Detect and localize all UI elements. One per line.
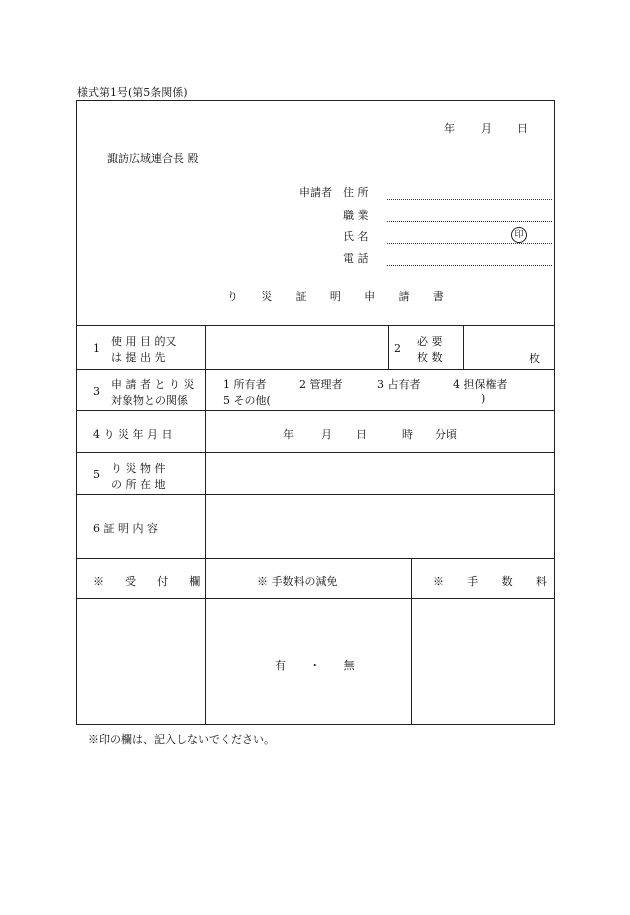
purpose-label-2: は 提 出 先 <box>111 351 166 364</box>
relation-option-mortgagee[interactable]: 4 担保権者 <box>453 378 508 391</box>
name-label: 氏 名 <box>343 230 369 243</box>
purpose-label-1: 使 用 目 的又 <box>111 335 177 348</box>
occupation-field[interactable] <box>387 221 552 222</box>
fee-exemption-yes-no: 有 ・ 無 <box>275 659 365 672</box>
content-label: 6 証 明 内 容 <box>93 522 158 535</box>
relation-label-1: 申 請 者 と り 災 <box>111 378 195 391</box>
date-year: 年 <box>444 122 455 135</box>
date-month: 月 <box>481 122 492 135</box>
address-field[interactable] <box>387 199 552 200</box>
application-form <box>76 100 555 725</box>
disaster-date-hour: 時 <box>402 428 413 441</box>
fee-header: ※ 手 数 料 <box>433 575 557 588</box>
reception-header: ※ 受 付 欄 <box>93 575 210 588</box>
form-number: 様式第1号(第5条関係) <box>77 86 188 99</box>
purpose-number: 1 <box>93 342 100 355</box>
location-number: 5 <box>93 468 100 481</box>
disaster-date-label: 4 り 災 年 月 日 <box>93 428 173 441</box>
relation-option-occupant[interactable]: 3 占有者 <box>377 378 421 391</box>
disaster-date-minute: 分頃 <box>435 428 457 441</box>
date-day: 日 <box>517 122 528 135</box>
phone-label: 電 話 <box>343 252 369 265</box>
phone-field[interactable] <box>387 265 552 266</box>
disaster-date-year: 年 <box>283 428 294 441</box>
form-title: り 災 証 明 申 請 書 <box>227 290 454 303</box>
relation-number: 3 <box>93 385 100 398</box>
relation-option-manager[interactable]: 2 管理者 <box>299 378 343 391</box>
purpose-input[interactable] <box>207 327 386 367</box>
copies-label-2: 枚 数 <box>417 351 443 364</box>
copies-input[interactable] <box>465 327 535 367</box>
disaster-date-day: 日 <box>356 428 367 441</box>
relation-label-2: 対象物との関係 <box>111 394 188 407</box>
occupation-label: 職 業 <box>343 209 369 222</box>
fee-exemption-header: ※ 手数料の減免 <box>257 575 338 588</box>
applicant-label: 申請者 <box>299 186 332 199</box>
addressee: 諏訪広域連合長 殿 <box>107 152 199 165</box>
copies-label-1: 必 要 <box>417 335 443 348</box>
footnote: ※印の欄は、記入しないでください。 <box>88 733 275 746</box>
location-input[interactable] <box>207 454 552 492</box>
address-label: 住 所 <box>343 186 369 199</box>
relation-option-owner[interactable]: 1 所有者 <box>223 378 267 391</box>
name-field[interactable] <box>387 243 552 244</box>
location-label-1: り 災 物 件 <box>111 462 166 475</box>
copies-number: 2 <box>394 342 401 355</box>
location-label-2: の 所 在 地 <box>111 478 166 491</box>
disaster-date-month: 月 <box>321 428 332 441</box>
relation-other-close: ) <box>481 392 486 405</box>
copies-unit: 枚 <box>529 352 540 365</box>
seal-mark: 印 <box>511 227 527 243</box>
relation-option-other[interactable]: 5 その他( <box>223 394 271 407</box>
content-input[interactable] <box>207 496 552 556</box>
